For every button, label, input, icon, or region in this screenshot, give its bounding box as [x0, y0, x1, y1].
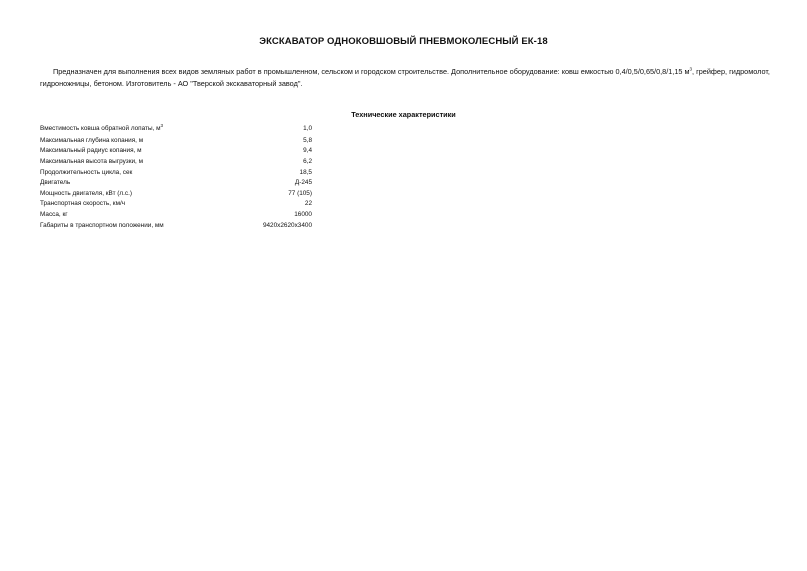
- intro-text-part1: Предназначен для выполнения всех видов земляных работ в промышленном, сельском и городском строительстве. Дополнительное оборудование: ковш емкостью 0,4/0,5/0,65/0,8/1,15 м: [53, 67, 690, 76]
- spec-label: Мощность двигателя, кВт (л.с.): [40, 189, 133, 197]
- spec-row: [40, 167, 316, 178]
- spec-value: 5,8: [303, 136, 312, 144]
- spec-row: [40, 146, 316, 157]
- spec-value: 16000: [294, 210, 312, 218]
- spec-label: Масса, кг: [40, 210, 68, 218]
- spec-row: [40, 122, 316, 135]
- spec-label: Габариты в транспортном положении, мм: [40, 221, 164, 229]
- spec-value: 6,2: [303, 157, 312, 165]
- spec-label: Максимальная высота выгрузки, м: [40, 157, 143, 165]
- spec-row: [40, 177, 316, 188]
- spec-value: Д-245: [294, 179, 312, 187]
- spec-label: Максимальный радиус копания, м: [40, 147, 142, 155]
- spec-label: Продолжительность цикла, сек: [40, 168, 133, 176]
- spec-label: Вместимость ковша обратной лопаты, $м^3$: [40, 122, 164, 132]
- spec-row: [40, 156, 316, 167]
- document-title: ЭКСКАВАТОР ОДНОКОВШОВЫЙ ПНЕВМОКОЛЕСНЫЙ ЕК-18: [259, 36, 548, 47]
- spec-label: Максимальная глубина копания, м: [40, 136, 144, 144]
- spec-value: 9,4: [303, 147, 312, 155]
- spec-row: [40, 209, 316, 220]
- spec-label-superscript: 3: [160, 122, 164, 128]
- spec-row: [40, 220, 316, 231]
- specs-heading: Технические характеристики: [351, 110, 456, 119]
- spec-row: [40, 199, 316, 210]
- spec-row: [40, 135, 316, 146]
- specs-table: [40, 122, 316, 230]
- spec-value: 9420x2620x3400: [262, 221, 312, 229]
- spec-row: [40, 188, 316, 199]
- spec-label: Транспортная скорость, км/ч: [40, 200, 126, 208]
- spec-value: 77 (105): [288, 189, 312, 197]
- spec-value: 18,5: [299, 168, 312, 176]
- intro-superscript: 3: [689, 66, 693, 72]
- spec-value: 1,0: [303, 125, 312, 132]
- intro-text-part2: , грейфер, гидромолот, гидроножницы, бетоном. Изготовитель - АО "Тверской экскаваторный завод".: [40, 67, 770, 88]
- intro-paragraph: [40, 66, 780, 90]
- spec-label: Двигатель: [40, 179, 71, 187]
- spec-value: 22: [304, 200, 312, 208]
